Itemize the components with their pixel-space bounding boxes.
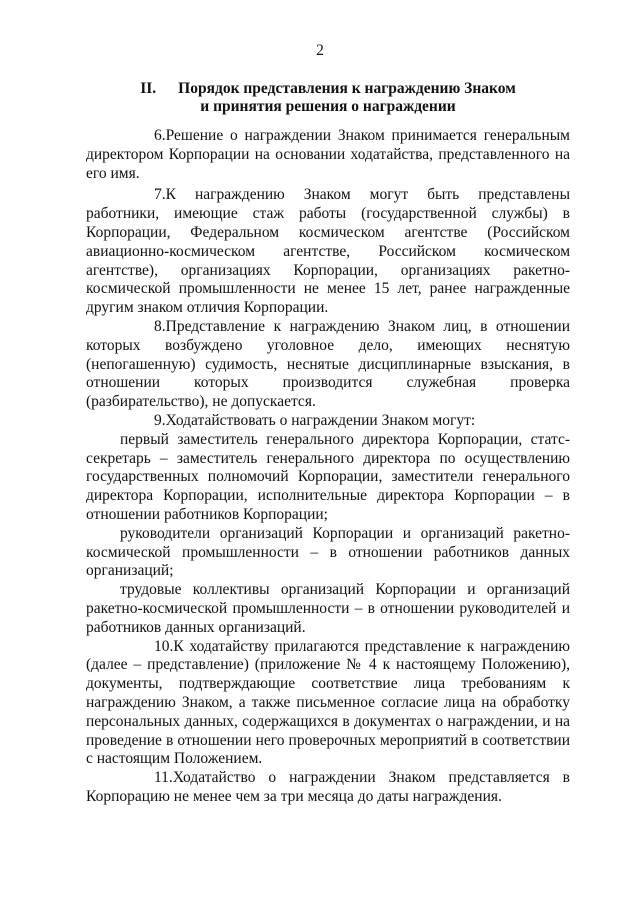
section-heading — [86, 80, 570, 116]
paragraph-number: 9. — [154, 411, 166, 429]
paragraph-number: 11. — [154, 769, 173, 787]
section-title-line-1: Порядок представления к награждению Знаком — [178, 80, 516, 97]
paragraph-9-item-1 — [86, 431, 570, 525]
section-heading-line-1 — [86, 80, 570, 98]
paragraph-text: Решение о награждении Знаком принимается генеральным директором Корпорации на основании ходатайства, представленного на его имя. — [86, 127, 570, 182]
paragraph-number: 8. — [154, 317, 166, 335]
paragraph-8 — [86, 318, 570, 412]
paragraph-9-item-3 — [86, 581, 570, 637]
paragraph-text: Ходатайствовать о награждении Знаком могут: — [165, 411, 476, 429]
paragraph-text: Представление к награждению Знаком лиц, в отношении которых возбуждено уголовное дело, имеющих неснятую (непогашенную) судимость, неснятые дисциплинарные взыскания, в отношении которых производится служебная проверка (разбирательство), не допускается. — [86, 317, 570, 411]
paragraph-9 — [86, 412, 570, 431]
paragraph-text: первый заместитель генерального директора Корпорации, статс-секретарь – заместитель генерального директора по осуществлению государственных полномочий Корпорации, заместители генерального директора Корпорации, исполнительные директора Корпорации – в отношении работников Корпорации; — [86, 430, 570, 523]
paragraph-7 — [86, 186, 570, 318]
paragraph-9-item-2 — [86, 525, 570, 581]
paragraph-number: 10. — [154, 637, 174, 655]
paragraph-6 — [86, 127, 570, 183]
paragraph-number: 6. — [154, 127, 166, 144]
paragraph-text: К награждению Знаком могут быть представлены работники, имеющие стаж работы (государственной службы) в Корпорации, Федеральном космическом агентстве (Российском авиационно-космическом агентстве, Российском космическом агентстве), организациях Корпорации, организациях ракетно-космической промышленности не менее 15 лет, ранее награжденные другим знаком отличия Корпорации. — [86, 186, 570, 317]
paragraph-text: Ходатайство о награждении Знаком представляется в Корпорацию не менее чем за три месяца до даты награждения. — [86, 769, 570, 805]
paragraph-text: трудовые коллективы организаций Корпорации и организаций ракетно-космической промышленности – в отношении руководителей и работников данных организаций. — [86, 581, 570, 636]
section-body — [86, 127, 570, 807]
paragraph-text: К ходатайству прилагаются представление к награждению (далее – представление) (приложение № 4 к настоящему Положению), документы, подтверждающие соответствие лица требованиям к награждению Знаком, а также письменное согласие лица на обработку персональных данных, содержащихся в документах о награждении, и на проведение в отношении него проверочных мероприятий в соответствии с настоящим Положением. — [86, 637, 570, 768]
paragraph-text: руководители организаций Корпорации и организаций ракетно-космической промышленности – в отношении работников данных организаций; — [86, 524, 570, 580]
paragraph-11 — [86, 769, 570, 807]
page-number: 2 — [316, 42, 324, 59]
section-number: II. — [140, 80, 157, 97]
paragraph-number: 7. — [154, 186, 166, 204]
section-title-line-2: и принятия решения о награждении — [200, 98, 456, 115]
paragraph-10 — [86, 638, 570, 770]
